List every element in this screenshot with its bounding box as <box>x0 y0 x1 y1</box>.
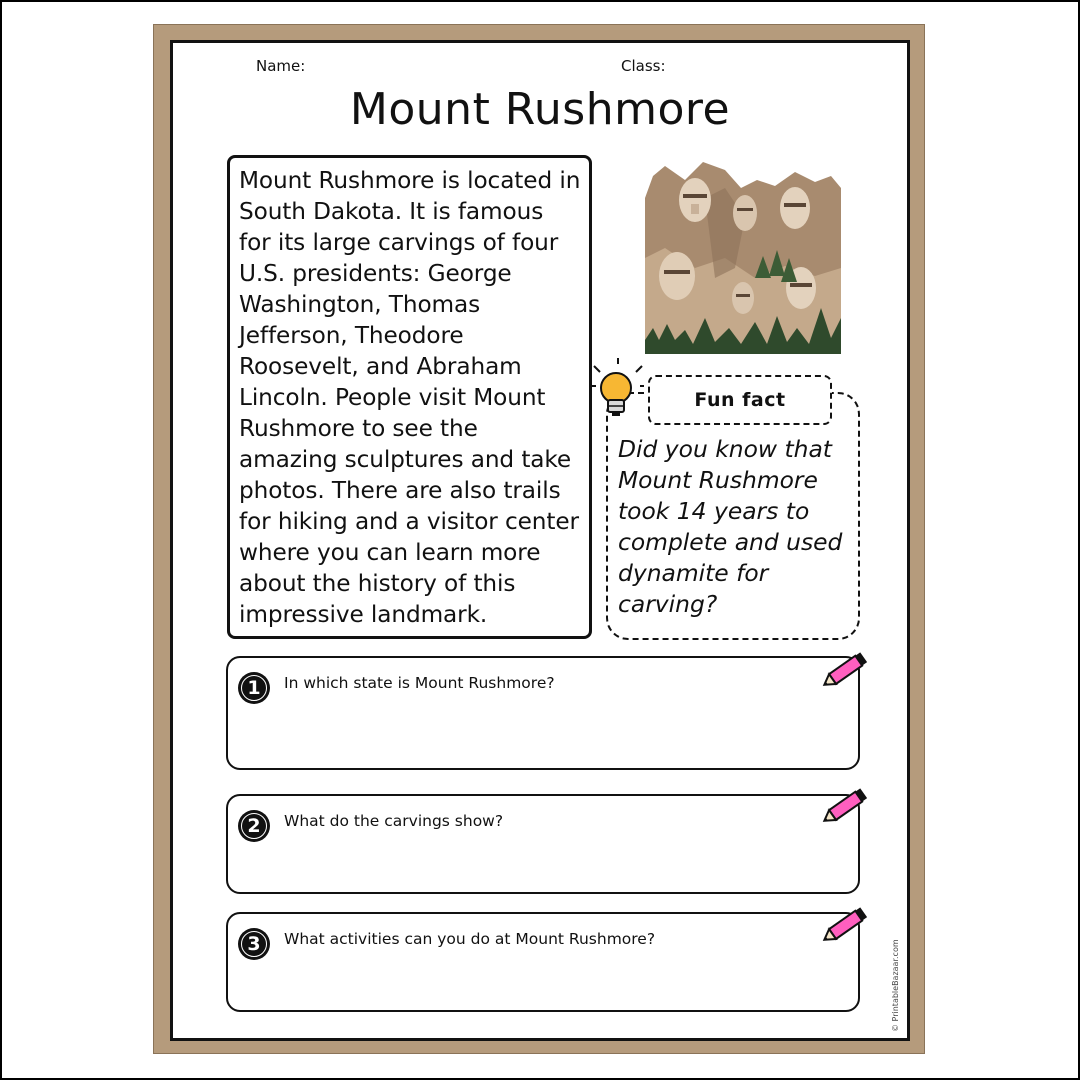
passage-text: Mount Rushmore is located in South Dakota. It is famous for its large carvings of four U.S. presidents: George Washington, Thomas Jefferson, Theodore Roosevelt, and Abraham Lincoln. People visit Mount Rushmore to see the amazing sculptures and take photos. There are also trails for hiking and a visitor center where you can learn more about the history of this impressive landmark. <box>239 167 581 628</box>
pencil-icon <box>818 648 870 694</box>
question-3-number-badge: 3 <box>238 928 270 960</box>
page-title: Mount Rushmore <box>349 84 731 135</box>
question-3-text: What activities can you do at Mount Rushmore? <box>284 930 656 948</box>
pencil-icon <box>818 784 870 830</box>
question-2-answer-box[interactable] <box>226 794 860 894</box>
class-label: Class: <box>621 57 666 75</box>
fun-fact-label: Fun fact <box>648 375 832 425</box>
question-1-answer-box[interactable] <box>226 656 860 770</box>
question-1-number-badge: 1 <box>238 672 270 704</box>
name-label: Name: <box>256 57 306 75</box>
pencil-icon <box>818 903 870 949</box>
reading-passage <box>227 155 592 639</box>
question-3-answer-box[interactable] <box>226 912 860 1012</box>
lightbulb-icon <box>592 358 644 420</box>
question-2-text: What do the carvings show? <box>284 812 504 830</box>
copyright-credit: © PrintableBazaar.com <box>891 939 900 1032</box>
question-1-text: In which state is Mount Rushmore? <box>284 674 555 692</box>
mount-rushmore-illustration <box>645 158 841 354</box>
question-2-number-badge: 2 <box>238 810 270 842</box>
fun-fact-text: Did you know that Mount Rushmore took 14 years to complete and used dynamite for carving? <box>618 435 843 618</box>
